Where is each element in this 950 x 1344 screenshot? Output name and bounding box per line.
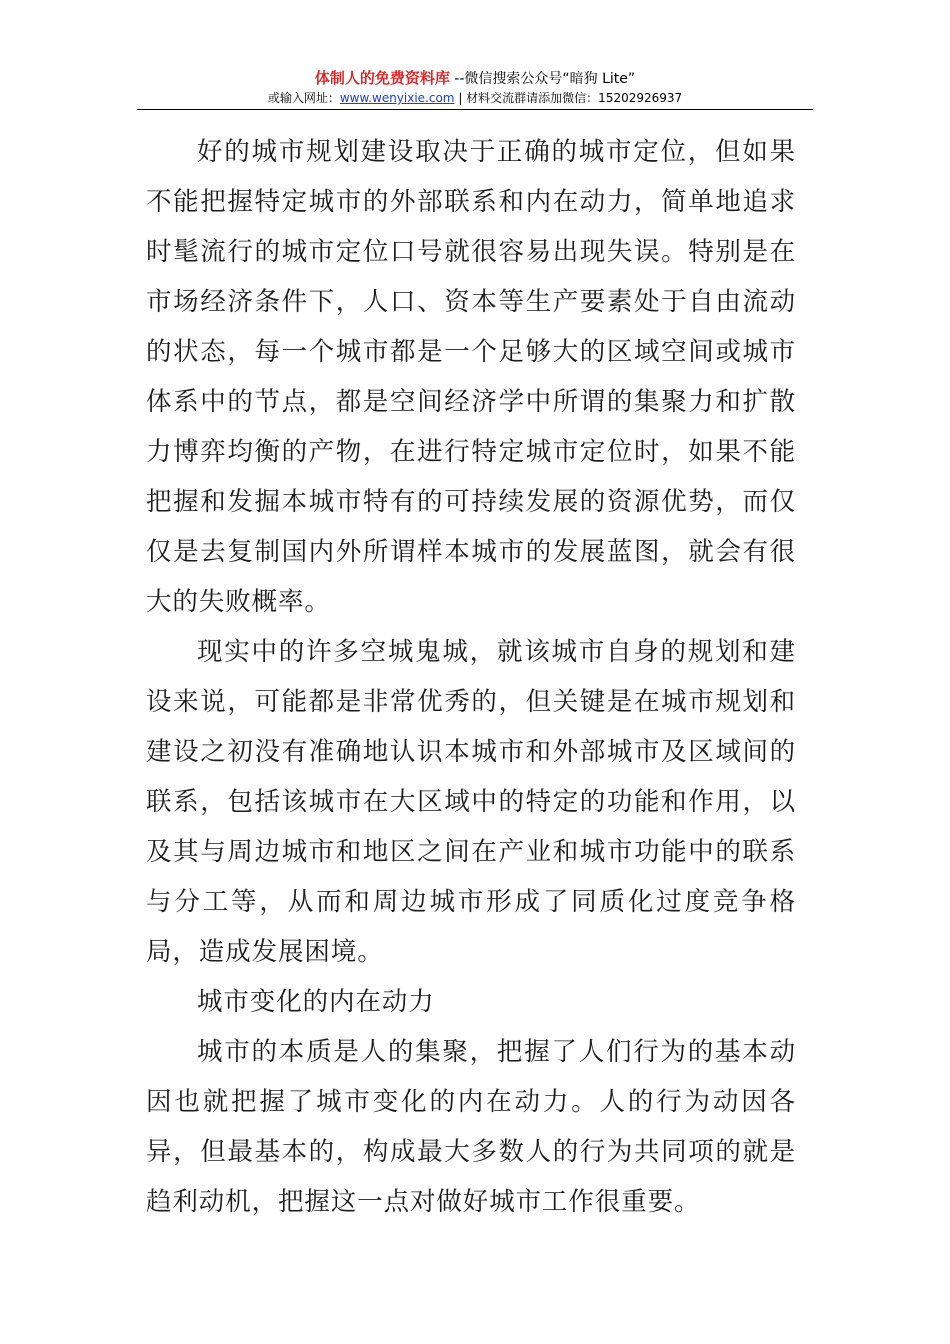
paragraph: 现实中的许多空城鬼城，就该城市自身的规划和建设来说，可能都是非常优秀的，但关键是在城市规划和建设之初没有准确地认识本城市和外部城市及区域间的联系，包括该城市在大区域中的特定的功能和作用，以及其与周边城市和地区之间在产业和城市功能中的联系与分工等，从而和周边城市形成了同质化过度竞争格局，造成发展困境。 (146, 637, 796, 967)
url-prefix: 或输入网址： (267, 91, 340, 105)
paragraph: 好的城市规划建设取决于正确的城市定位，但如果不能把握特定城市的外部联系和内在动力，简单地追求时髦流行的城市定位口号就很容易出现失误。特别是在市场经济条件下，人口、资本等生产要素处于自由流动的状态，每一个城市都是一个足够大的区域空间或城市体系中的节点，都是空间经济学中所谓的集聚力和扩散力博弈均衡的产物，在进行特定城市定位时，如果不能把握和发掘本城市特有的可持续发展的资源优势，而仅仅是去复制国内外所谓样本城市的发展蓝图，就会有很大的失败概率。 (146, 137, 796, 617)
header-divider (137, 109, 813, 110)
website-link[interactable]: www.wenyixie.com (339, 91, 455, 105)
header-contact-line (137, 89, 813, 107)
section-heading: 城市变化的内在动力 (197, 987, 435, 1017)
header-slogan: --微信搜索公众号“暗狗 Lite” (454, 71, 636, 87)
header-title-line (137, 68, 813, 89)
contact-text: | 材料交流群请添加微信：15202926937 (458, 91, 683, 105)
paragraph: 城市的本质是人的集聚，把握了人们行为的基本动因也就把握了城市变化的内在动力。人的行为动因各异，但最基本的，构成最大多数人的行为共同项的就是趋利动机，把握这一点对做好城市工作很重要。 (146, 1037, 796, 1217)
page-header (137, 68, 813, 107)
brand-title: 体制人的免费资料库 (314, 69, 450, 87)
document-body (146, 127, 796, 1227)
